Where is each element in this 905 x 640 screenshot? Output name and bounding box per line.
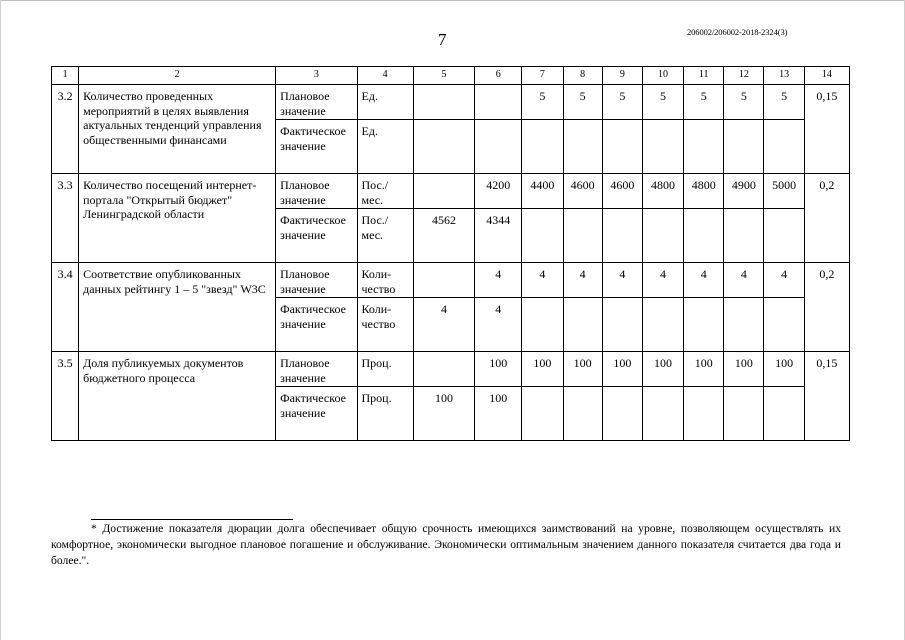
table-row-plan [52, 352, 850, 387]
unit-cell: Ед. [357, 120, 413, 174]
table-row-plan [52, 85, 850, 120]
value-cell: 4 [724, 263, 764, 298]
indicator-name: Доля публикуемых документов бюджетного процесса [79, 352, 276, 441]
unit-cell: Пос./ мес. [357, 209, 413, 263]
page-edge-left [0, 0, 1, 640]
indicator-name: Количество проведенных мероприятий в целях выявления актуальных тенденций управления общественными финансами [79, 85, 276, 174]
value-cell [522, 298, 563, 352]
value-cell: 100 [522, 352, 563, 387]
column-header: 1 [52, 67, 79, 85]
value-cell [764, 120, 804, 174]
weight-cell: 0,15 [804, 85, 849, 174]
column-header: 8 [563, 67, 602, 85]
weight-cell: 0,2 [804, 263, 849, 352]
value-cell: 4 [642, 263, 683, 298]
weight-cell: 0,15 [804, 352, 849, 441]
value-cell: 4 [764, 263, 804, 298]
value-cell [684, 209, 724, 263]
value-cell: 4 [475, 298, 522, 352]
value-type-label: Фактическое значение [276, 209, 357, 263]
value-cell [563, 209, 602, 263]
value-cell: 100 [475, 352, 522, 387]
value-cell [684, 387, 724, 441]
value-cell: 100 [563, 352, 602, 387]
value-cell: 100 [684, 352, 724, 387]
value-cell [764, 387, 804, 441]
footnote-separator [91, 519, 293, 520]
value-cell [764, 209, 804, 263]
value-cell: 100 [475, 387, 522, 441]
unit-cell: Коли- чество [357, 263, 413, 298]
indicator-number: 3.4 [52, 263, 79, 352]
value-cell [764, 298, 804, 352]
value-cell: 4 [602, 263, 642, 298]
column-header: 4 [357, 67, 413, 85]
value-cell [684, 298, 724, 352]
unit-cell: Проц. [357, 352, 413, 387]
indicator-name: Соответствие опубликованных данных рейтингу 1 – 5 "звезд" W3C [79, 263, 276, 352]
column-header: 9 [602, 67, 642, 85]
value-cell: 4800 [642, 174, 683, 209]
value-cell: 4600 [602, 174, 642, 209]
value-cell [563, 120, 602, 174]
value-cell: 4600 [563, 174, 602, 209]
indicator-name: Количество посещений интернет-портала "Открытый бюджет" Ленинградской области [79, 174, 276, 263]
value-cell: 5 [522, 85, 563, 120]
value-cell: 5 [764, 85, 804, 120]
column-number-header [52, 67, 850, 85]
value-cell [602, 387, 642, 441]
document-code: 206002/206002-2018-2324(3) [687, 27, 788, 37]
column-header: 14 [804, 67, 849, 85]
unit-cell: Ед. [357, 85, 413, 120]
value-cell [475, 120, 522, 174]
value-cell [724, 298, 764, 352]
value-cell: 100 [764, 352, 804, 387]
indicator-number: 3.2 [52, 85, 79, 174]
value-cell [724, 387, 764, 441]
value-cell [522, 387, 563, 441]
column-header: 2 [79, 67, 276, 85]
value-cell: 4900 [724, 174, 764, 209]
value-cell: 4200 [475, 174, 522, 209]
value-cell [602, 209, 642, 263]
value-cell: 5 [724, 85, 764, 120]
value-cell: 4800 [684, 174, 724, 209]
footnote: * Достижение показателя дюрации долга обеспечивает общую срочность имеющихся заимствований на уровне, позволяющем осуществлять их комфортное, экономически выгодное плановое погашение и обслуживание. Экономически оптимальным значением данного показателя считается два года и более.". [51, 522, 841, 568]
value-cell [413, 120, 474, 174]
value-cell: 4400 [522, 174, 563, 209]
value-cell [642, 298, 683, 352]
value-cell [642, 120, 683, 174]
value-cell [563, 387, 602, 441]
indicator-number: 3.3 [52, 174, 79, 263]
value-cell [602, 120, 642, 174]
value-cell: 4 [563, 263, 602, 298]
value-cell: 5 [684, 85, 724, 120]
page-edge-top [0, 0, 905, 1]
value-cell [413, 85, 474, 120]
value-cell [522, 120, 563, 174]
value-cell: 100 [413, 387, 474, 441]
value-cell [684, 120, 724, 174]
column-header: 11 [684, 67, 724, 85]
value-cell [413, 174, 474, 209]
value-cell [602, 298, 642, 352]
value-cell [642, 387, 683, 441]
value-cell: 4 [684, 263, 724, 298]
table-row-plan [52, 263, 850, 298]
unit-cell: Проц. [357, 387, 413, 441]
indicators-table [51, 66, 850, 441]
value-cell [413, 263, 474, 298]
value-cell: 5000 [764, 174, 804, 209]
value-cell: 100 [642, 352, 683, 387]
page-number: 7 [438, 30, 447, 49]
value-cell: 5 [563, 85, 602, 120]
table-row-plan [52, 174, 850, 209]
value-type-label: Фактическое значение [276, 298, 357, 352]
value-cell: 4 [413, 298, 474, 352]
value-cell [724, 209, 764, 263]
value-cell [563, 298, 602, 352]
value-type-label: Фактическое значение [276, 387, 357, 441]
value-type-label: Плановое значение [276, 85, 357, 120]
unit-cell: Пос./ мес. [357, 174, 413, 209]
column-header: 10 [642, 67, 683, 85]
value-cell [522, 209, 563, 263]
value-cell [724, 120, 764, 174]
unit-cell: Коли- чество [357, 298, 413, 352]
weight-cell: 0,2 [804, 174, 849, 263]
indicator-number: 3.5 [52, 352, 79, 441]
value-cell: 4 [522, 263, 563, 298]
value-cell: 4 [475, 263, 522, 298]
column-header: 7 [522, 67, 563, 85]
value-cell: 4562 [413, 209, 474, 263]
value-type-label: Фактическое значение [276, 120, 357, 174]
value-cell: 100 [602, 352, 642, 387]
value-cell: 5 [602, 85, 642, 120]
column-header: 3 [276, 67, 357, 85]
column-header: 5 [413, 67, 474, 85]
value-cell: 4344 [475, 209, 522, 263]
column-header: 6 [475, 67, 522, 85]
value-type-label: Плановое значение [276, 352, 357, 387]
value-cell [475, 85, 522, 120]
value-type-label: Плановое значение [276, 174, 357, 209]
value-cell [642, 209, 683, 263]
value-type-label: Плановое значение [276, 263, 357, 298]
column-header: 12 [724, 67, 764, 85]
column-header: 13 [764, 67, 804, 85]
value-cell [413, 352, 474, 387]
value-cell: 100 [724, 352, 764, 387]
value-cell: 5 [642, 85, 683, 120]
